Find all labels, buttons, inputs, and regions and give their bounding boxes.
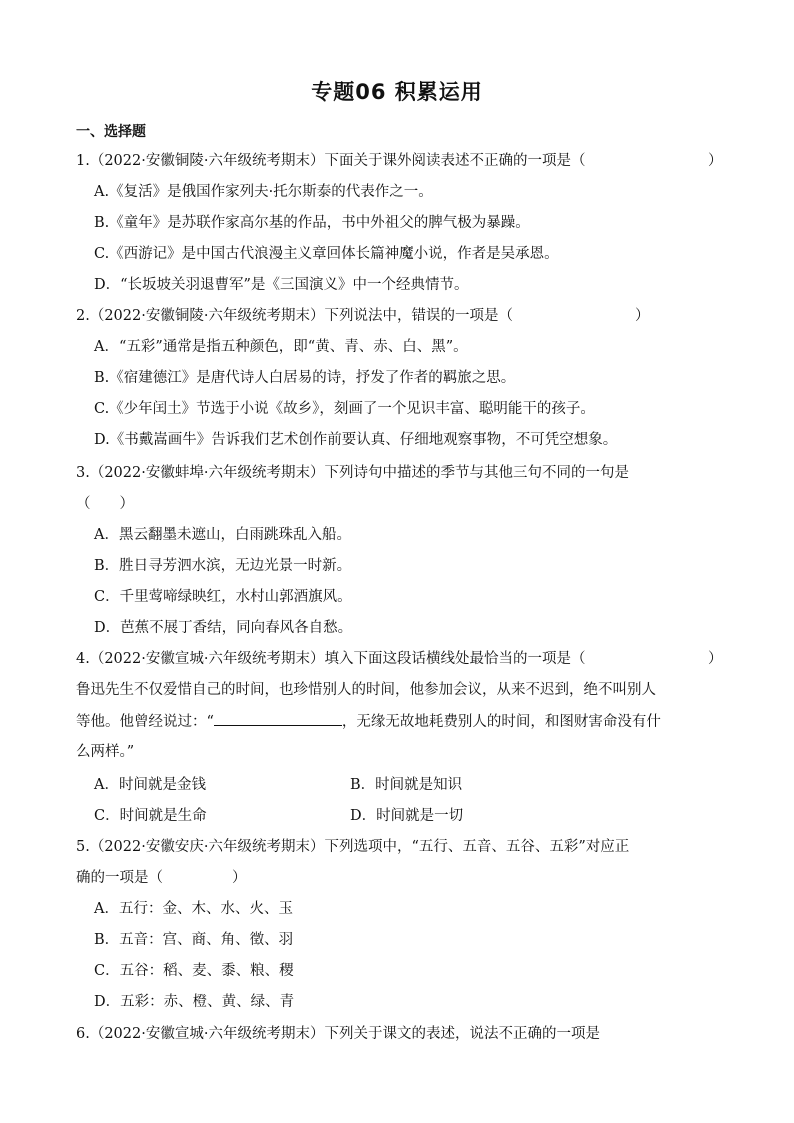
question-2-option-c: C.《少年闰土》节选于小说《故乡》，刻画了一个见识丰富、聪明能干的孩子。 [94,401,595,417]
question-5-option-a: A．五行：金、木、水、火、玉 [94,901,293,917]
passage-text-before-blank: 等他。他曾经说过：“ [76,714,214,730]
question-4-option-a: A．时间就是金钱 [94,777,206,793]
question-3-option-a: A．黑云翻墨未遮山，白雨跳珠乱入船。 [94,527,351,543]
question-1-stem: 1.（2022·安徽铜陵·六年级统考期末）下面关于课外阅读表述不正确的一项是（ [76,153,586,169]
question-2-option-b: B.《宿建德江》是唐代诗人白居易的诗，抒发了作者的羁旅之思。 [94,370,516,386]
question-5-option-b: B．五音：宫、商、角、徵、羽 [94,932,294,948]
question-1-option-a: A.《复活》是俄国作家列夫·托尔斯泰的代表作之一。 [94,184,433,200]
question-4-option-b: B．时间就是知识 [350,777,463,793]
question-4-stem: 4.（2022·安徽宣城·六年级统考期末）填入下面这段话横线处最恰当的一项是（ [76,651,586,667]
question-5-stem-line-2: 确的一项是（ [76,870,163,886]
question-2-option-a: A．“五彩”通常是指五种颜色，即“黄、青、赤、白、黑”。 [94,339,468,355]
question-5-stem: 5.（2022·安徽安庆·六年级统考期末）下列选项中，“五行、五音、五谷、五彩”对应正 [76,839,630,855]
question-1-option-d: D．“长坂坡关羽退曹军”是《三国演义》中一个经典情节。 [94,277,469,293]
question-3-option-b: B．胜日寻芳泗水滨，无边光景一时新。 [94,558,352,574]
question-2-option-d: D.《书戴嵩画牛》告诉我们艺术创作前要认真、仔细地观察事物，不可凭空想象。 [94,432,618,448]
passage-text-after-blank: ，无缘无故地耗费别人的时间，和图财害命没有什 [341,714,661,730]
question-3-option-d: D．芭蕉不展丁香结，同向春风各自愁。 [94,620,353,636]
question-4-option-c: C．时间就是生命 [94,808,207,824]
question-5-option-c: C．五谷：稻、麦、黍、粮、稷 [94,963,294,979]
page-title: 专题06 积累运用 [311,80,483,104]
question-5-option-d: D．五彩：赤、橙、黄、绿、青 [94,994,295,1010]
question-4-passage-line-2 [76,711,661,732]
question-3-option-c: C．千里莺啼绿映红，水村山郭酒旗风。 [94,589,352,605]
question-3-stem: 3.（2022·安徽蚌埠·六年级统考期末）下列诗句中描述的季节与其他三句不同的一句是 [76,465,629,481]
section-heading: 一、选择题 [76,124,146,140]
question-4-option-d: D．时间就是一切 [350,808,464,824]
question-1-option-c: C.《西游记》是中国古代浪漫主义章回体长篇神魔小说，作者是吴承恩。 [94,246,559,262]
question-5-close-paren: ） [232,870,247,886]
question-4-passage-line-1: 鲁迅先生不仅爱惜自己的时间，也珍惜别人的时间，他参加会议，从来不迟到，绝不叫别人 [76,682,656,698]
question-1-close-paren: ） [708,153,723,169]
fill-in-blank [214,711,342,726]
question-2-stem: 2.（2022·安徽铜陵·六年级统考期末）下列说法中，错误的一项是（ [76,308,513,324]
question-2-close-paren: ） [635,308,650,324]
question-6-stem: 6.（2022·安徽宣城·六年级统考期末）下列关于课文的表述，说法不正确的一项是 [76,1026,600,1042]
question-4-close-paren: ） [708,651,723,667]
question-3-paren: （ ） [76,496,134,512]
question-4-passage-line-3: 么两样。” [76,744,135,760]
question-1-option-b: B.《童年》是苏联作家高尔基的作品，书中外祖父的脾气极为暴躁。 [94,215,530,231]
